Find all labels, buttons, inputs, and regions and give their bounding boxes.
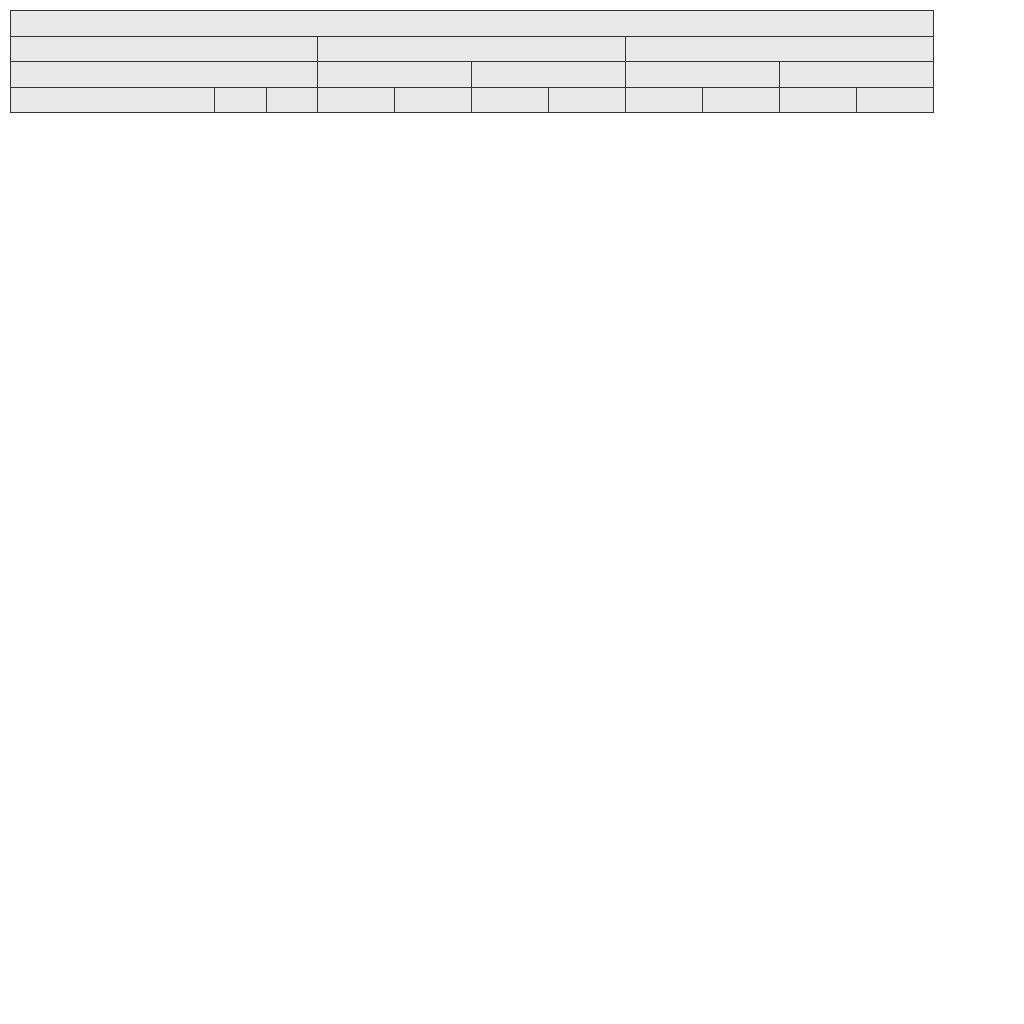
column-header xyxy=(857,87,934,113)
mode-header xyxy=(780,62,934,88)
site-info-header xyxy=(11,62,318,88)
column-header xyxy=(215,87,267,113)
period-label xyxy=(11,36,318,62)
average-header xyxy=(318,36,626,62)
column-header xyxy=(780,87,857,113)
stddev-header xyxy=(626,36,934,62)
column-header xyxy=(395,87,472,113)
column-header xyxy=(472,87,549,113)
column-header xyxy=(626,87,703,113)
column-header xyxy=(318,87,395,113)
column-header xyxy=(11,87,215,113)
column-header xyxy=(703,87,780,113)
mode-header xyxy=(318,62,472,88)
mode-header xyxy=(472,62,626,88)
comparison-table xyxy=(10,10,934,113)
column-header xyxy=(267,87,318,113)
column-header xyxy=(549,87,626,113)
mode-header xyxy=(626,62,780,88)
table-title xyxy=(11,11,934,37)
colorbar xyxy=(946,26,1016,436)
colorbar-gradient xyxy=(952,32,964,422)
